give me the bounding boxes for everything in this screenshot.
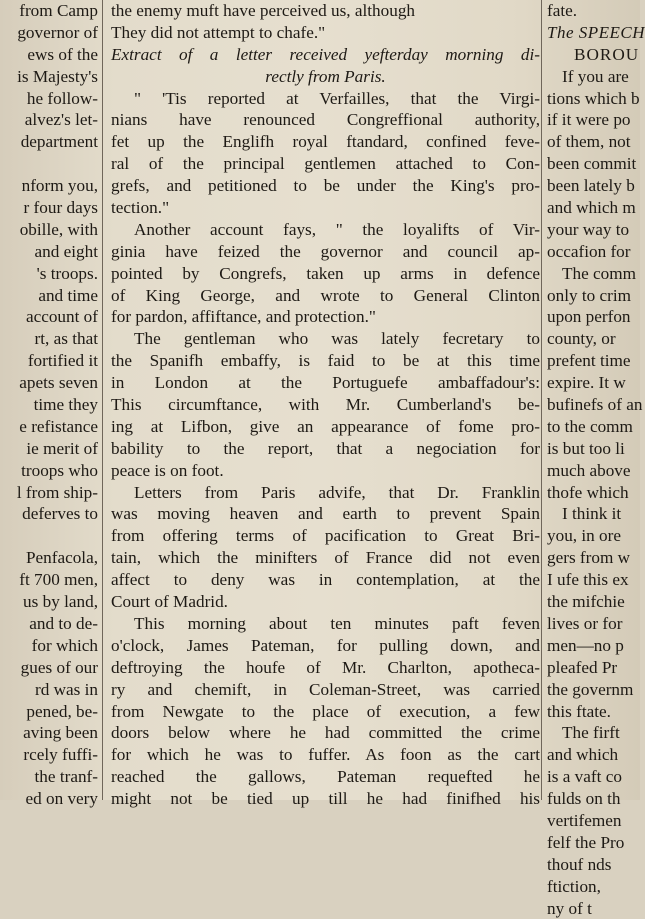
main-article-column <box>106 0 540 809</box>
text-line: and which <box>547 745 619 765</box>
text-line: gers from w <box>547 548 631 568</box>
text-line: deferves to <box>22 504 98 524</box>
text-line: rt, as that <box>34 329 98 349</box>
right-column-fragment <box>544 0 645 918</box>
text-line: 's troops. <box>36 263 98 283</box>
text-line: department <box>20 132 98 152</box>
text-line: bufinefs of an <box>547 395 643 415</box>
text-line: e refistance <box>19 416 98 436</box>
text-line: ft 700 men, <box>19 570 98 590</box>
text-line: from Newgate to the place of execution, a few <box>111 701 540 721</box>
text-line: Extract of a letter received yefterday morning di- <box>111 44 540 64</box>
text-line: apets seven <box>19 373 98 393</box>
text-line: fate. <box>547 1 578 20</box>
text-line: ing at Lifbon, give an appearance of fome pro- <box>111 416 540 436</box>
text-line: BOROU <box>574 44 640 64</box>
column-rule <box>102 0 103 800</box>
text-line: and time <box>38 285 98 305</box>
text-line: us by land, <box>23 592 98 612</box>
text-line: pleafed Pr <box>547 657 618 677</box>
text-line: lives or for <box>547 613 623 633</box>
text-line: This morning about ten minutes paft feven <box>134 613 540 633</box>
text-line: expire. It w <box>547 373 626 393</box>
text-line: ral of the principal gentlemen attached to Con- <box>111 154 540 174</box>
text-line: r four days <box>23 198 98 218</box>
text-line: account of <box>25 307 98 327</box>
column-rule <box>541 0 542 800</box>
text-line: They did not attempt to chafe." <box>111 22 326 42</box>
text-line: I ufe this ex <box>547 570 629 590</box>
text-line: been lately b <box>547 176 635 196</box>
text-line: thofe which <box>547 482 629 502</box>
text-line: ed on very <box>25 789 98 809</box>
text-line: reached the gallows, Pateman requefted he <box>111 767 540 787</box>
text-line: occafion for <box>547 241 631 261</box>
text-line: Court of Madrid. <box>111 592 228 612</box>
text-line: your way to <box>547 219 630 239</box>
text-line: fulds on th <box>547 789 621 809</box>
text-line: obille, with <box>19 219 98 239</box>
text-line: ny of t <box>547 898 592 918</box>
text-line: and to de- <box>29 613 98 633</box>
text-line: tain, which the minifters of France did not even <box>111 548 540 568</box>
text-line: from Camp <box>19 1 98 20</box>
text-line: o'clock, James Pateman, for pulling down, and <box>111 635 540 655</box>
text-line: the Spanifh embaffy, is faid to be at this time <box>111 351 540 371</box>
text-line: affect to deny was in contemplation, at the <box>111 570 540 590</box>
text-line: tection." <box>111 198 170 218</box>
text-line <box>0 525 100 547</box>
text-line: troops who <box>21 460 98 480</box>
left-column-fragment <box>0 0 100 809</box>
text-line: governor of <box>17 22 98 42</box>
text-line: if it were po <box>547 110 631 130</box>
text-line: I think it <box>562 504 622 524</box>
text-line: If you are <box>562 66 629 86</box>
text-line: the tranf- <box>34 767 98 787</box>
text-line: l from ship- <box>16 482 98 502</box>
text-line: vertifemen <box>547 810 622 830</box>
text-line: Another account fays, " the loyalifts of Vir- <box>134 219 540 239</box>
text-line <box>0 153 100 175</box>
text-line: grefs, and petitioned to be under the King's pro- <box>111 176 540 196</box>
text-line: " 'Tis reported at Verfailles, that the Virgi- <box>134 88 540 108</box>
text-line: for pardon, affiftance, and protection." <box>111 307 376 327</box>
text-line: this ftate. <box>547 701 611 721</box>
text-line: the governm <box>547 679 634 699</box>
text-line: aving been <box>23 723 98 743</box>
text-line: The firft <box>562 723 620 743</box>
text-line: rd was in <box>34 679 98 699</box>
text-line: ftiction, <box>547 876 601 896</box>
text-line: is a vaft co <box>547 767 622 787</box>
text-line: fet up the Englifh royal ftandard, confined feve- <box>111 132 540 152</box>
text-line: might not be tied up till he had finifhed his <box>111 789 540 809</box>
text-line: the enemy muft have perceived us, although <box>111 1 416 20</box>
text-line: ews of the <box>27 44 98 64</box>
text-line: nians have renounced Congreffional authority, <box>111 110 540 130</box>
text-line: the mifchie <box>547 592 625 612</box>
text-line: prefent time <box>547 351 631 371</box>
text-line: ginia have feized the governor and council ap- <box>111 241 540 261</box>
text-line: alvez's let- <box>24 110 98 130</box>
text-line: bability to the report, that a negociation for <box>111 438 540 458</box>
text-line: felf the Pro <box>547 832 625 852</box>
text-line: from offering terms of pacification to Great Bri- <box>111 526 540 546</box>
text-line: been commit <box>547 154 637 174</box>
text-line: pened, be- <box>26 701 98 721</box>
text-line: in London at the Portuguefe ambaffadour's: <box>111 373 540 393</box>
text-line: and eight <box>34 241 98 261</box>
text-line: The comm <box>562 263 636 283</box>
text-line: doors below where he had committed the crime <box>111 723 540 743</box>
text-line: rcely fuffi- <box>23 745 98 765</box>
text-line: is Majesty's <box>17 66 98 86</box>
text-line: county, or <box>547 329 616 349</box>
text-line: only to crim <box>547 285 632 305</box>
text-line: Letters from Paris advife, that Dr. Franklin <box>134 482 540 502</box>
text-line: time they <box>33 395 98 415</box>
text-line: of them, not <box>547 132 631 152</box>
text-line: you, in ore <box>547 526 621 546</box>
text-line: upon perfon <box>547 307 631 327</box>
text-line: Penfacola, <box>25 548 98 568</box>
text-line: much above <box>547 460 631 480</box>
text-line: ry and chemift, in Coleman-Street, was carried <box>111 679 540 699</box>
text-line: and which m <box>547 198 636 218</box>
text-line: rectly from Paris. <box>265 66 386 86</box>
text-line: peace is on foot. <box>111 460 224 480</box>
text-line: deftroying the houfe of Mr. Charlton, apotheca- <box>111 657 540 677</box>
text-line: he follow- <box>26 88 98 108</box>
text-line: thouf nds <box>547 854 612 874</box>
text-line: for which <box>31 635 98 655</box>
text-line: The gentleman who was lately fecretary to <box>134 329 540 349</box>
text-line: of King George, and wrote to General Clinton <box>111 285 540 305</box>
text-line: gues of our <box>20 657 98 677</box>
text-line: is but too li <box>547 438 625 458</box>
text-line: This circumftance, with Mr. Cumberland's be- <box>111 395 540 415</box>
text-line: fortified it <box>27 351 98 371</box>
text-line: for which he was to fuffer. As foon as the cart <box>111 745 540 765</box>
text-line: was moving heaven and earth to prevent Spain <box>111 504 540 524</box>
text-line: men—no p <box>547 635 624 655</box>
text-line: The SPEECH <box>547 22 645 42</box>
text-line: ie merit of <box>26 438 98 458</box>
text-line: to the comm <box>547 416 633 436</box>
text-line: tions which b <box>547 88 640 108</box>
text-line: nform you, <box>21 176 98 196</box>
text-line: pointed by Congrefs, taken up arms in defence <box>111 263 540 283</box>
